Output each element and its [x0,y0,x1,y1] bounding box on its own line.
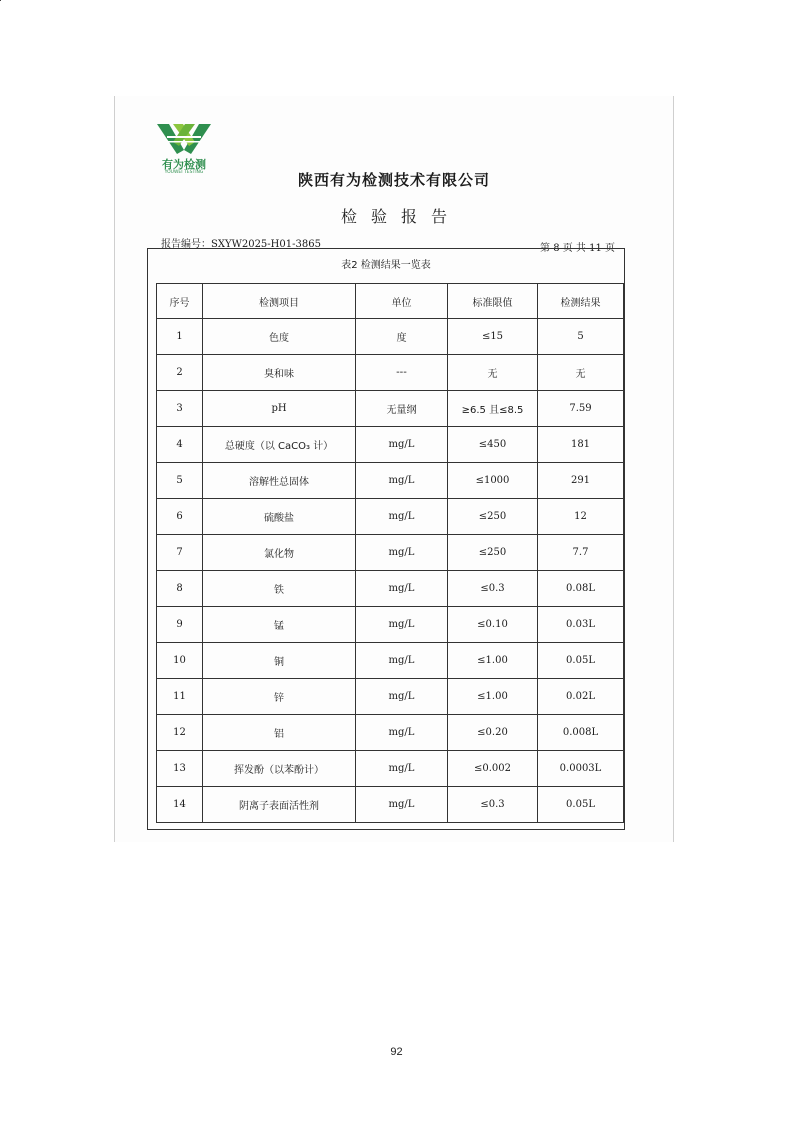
cell-item: 铝 [203,715,356,751]
cell-unit: 无量纲 [356,391,448,427]
cell-limit: 无 [448,355,538,391]
cell-unit: mg/L [356,751,448,787]
table-header-row [157,284,624,319]
cell-index: 10 [157,643,203,679]
header-result: 检测结果 [538,284,624,319]
cell-item: 锌 [203,679,356,715]
cell-limit: ≤1.00 [448,643,538,679]
page-info: 第 8 页 共 11 页 [540,243,615,254]
cell-index: 4 [157,427,203,463]
logo-w-mark-icon [155,122,213,156]
results-table-frame [147,248,625,830]
table-row [157,607,624,643]
report-number: 报告编号：SXYW2025-H01-3865 [161,239,321,250]
results-table [156,283,624,823]
table-row [157,643,624,679]
cell-limit: ≤15 [448,319,538,355]
cell-unit: mg/L [356,643,448,679]
crop-mark-top-left-h [0,0,1,1]
cell-limit: ≤1.00 [448,679,538,715]
cell-limit: ≤0.3 [448,571,538,607]
table-row [157,535,624,571]
table-row [157,463,624,499]
cell-item: 色度 [203,319,356,355]
cell-result: 0.05L [538,787,624,823]
cell-index: 2 [157,355,203,391]
header-limit: 标准限值 [448,284,538,319]
cell-index: 14 [157,787,203,823]
cell-unit: mg/L [356,715,448,751]
cell-result: 无 [538,355,624,391]
page-number: 92 [390,1046,403,1058]
cell-item: 挥发酚（以苯酚计） [203,751,356,787]
table-caption: 表2 检测结果一览表 [341,260,431,271]
cell-limit: ≤250 [448,535,538,571]
cell-index: 11 [157,679,203,715]
cell-item: 阴离子表面活性剂 [203,787,356,823]
cell-unit: mg/L [356,787,448,823]
header-item: 检测项目 [203,284,356,319]
cell-result: 0.03L [538,607,624,643]
cell-limit: ≤0.002 [448,751,538,787]
cell-result: 0.08L [538,571,624,607]
cell-result: 12 [538,499,624,535]
logo-text-cn: 有为检测 [162,158,206,171]
cell-result: 291 [538,463,624,499]
cell-item: 铁 [203,571,356,607]
cell-unit: mg/L [356,607,448,643]
table-row [157,355,624,391]
table-row [157,319,624,355]
table-row [157,751,624,787]
cell-index: 9 [157,607,203,643]
cell-unit: mg/L [356,535,448,571]
cell-unit: mg/L [356,427,448,463]
cell-item: 氯化物 [203,535,356,571]
cell-unit: mg/L [356,463,448,499]
cell-index: 1 [157,319,203,355]
cell-result: 0.02L [538,679,624,715]
cell-result: 7.59 [538,391,624,427]
logo-text-en: YOUWEI TESTING [164,170,204,175]
table-row [157,427,624,463]
cell-item: pH [203,391,356,427]
cell-limit: ≤1000 [448,463,538,499]
header-index: 序号 [157,284,203,319]
scanned-report-page [114,96,674,842]
cell-unit: 度 [356,319,448,355]
cell-result: 5 [538,319,624,355]
cell-index: 8 [157,571,203,607]
cell-limit: ≥6.5 且≤8.5 [448,391,538,427]
cell-result: 0.05L [538,643,624,679]
cell-item: 硫酸盐 [203,499,356,535]
cell-item: 锰 [203,607,356,643]
cell-unit: mg/L [356,571,448,607]
table-row [157,787,624,823]
table-row [157,391,624,427]
cell-index: 6 [157,499,203,535]
cell-result: 0.008L [538,715,624,751]
cell-result: 181 [538,427,624,463]
cell-limit: ≤0.20 [448,715,538,751]
table-row [157,715,624,751]
cell-index: 3 [157,391,203,427]
cell-index: 5 [157,463,203,499]
report-title: 检验报告 [340,207,461,226]
table-row [157,499,624,535]
cell-limit: ≤0.3 [448,787,538,823]
company-logo [155,122,213,174]
cell-index: 12 [157,715,203,751]
cell-item: 铜 [203,643,356,679]
cell-unit: mg/L [356,679,448,715]
cell-result: 0.0003L [538,751,624,787]
cell-index: 13 [157,751,203,787]
table-row [157,679,624,715]
header-unit: 单位 [356,284,448,319]
cell-item: 总硬度（以 CaCO₃ 计） [203,427,356,463]
cell-limit: ≤250 [448,499,538,535]
cell-unit: --- [356,355,448,391]
cell-item: 臭和味 [203,355,356,391]
cell-index: 7 [157,535,203,571]
cell-unit: mg/L [356,499,448,535]
cell-item: 溶解性总固体 [203,463,356,499]
cell-limit: ≤0.10 [448,607,538,643]
company-name: 陕西有为检测技术有限公司 [297,171,490,189]
table-row [157,571,624,607]
cell-limit: ≤450 [448,427,538,463]
cell-result: 7.7 [538,535,624,571]
